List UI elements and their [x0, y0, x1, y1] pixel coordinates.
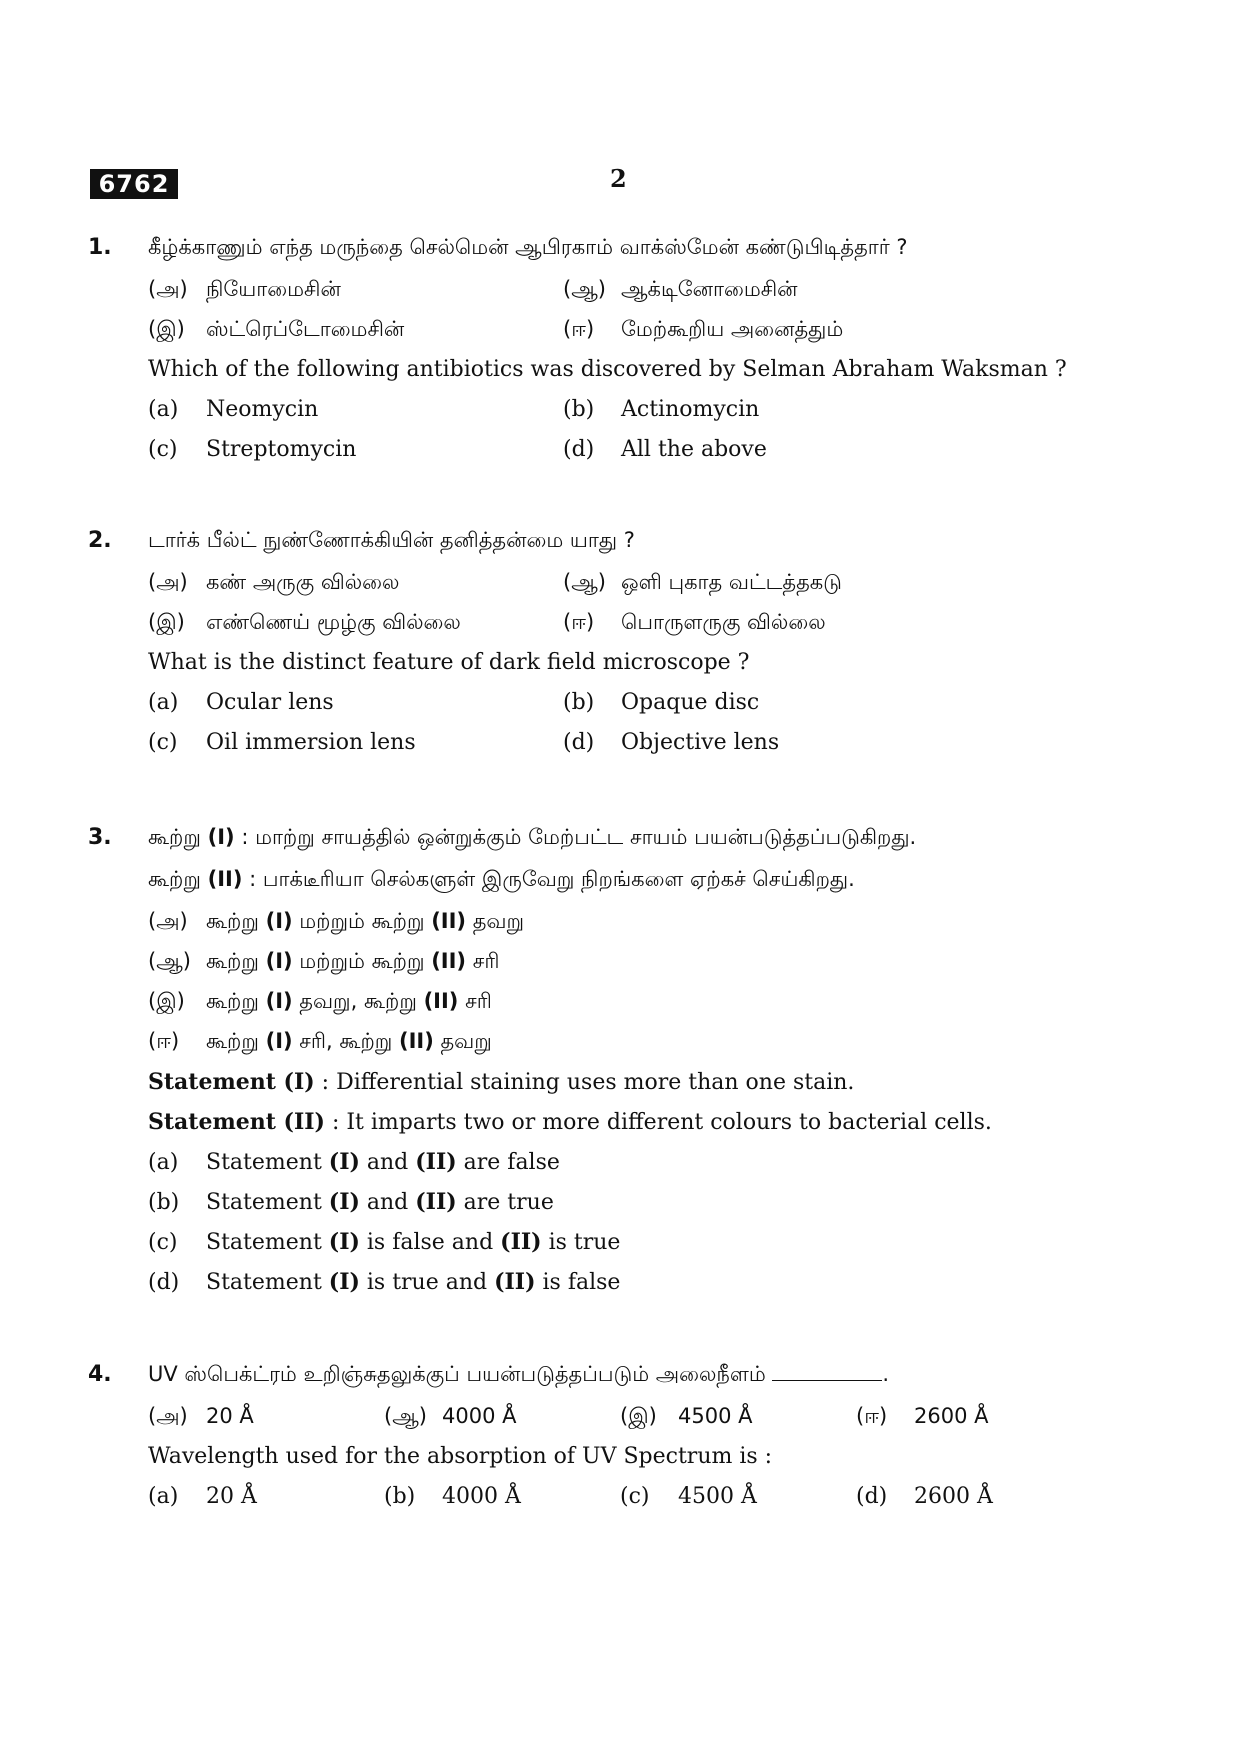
question-number: 4. [88, 1362, 112, 1387]
english-option: (c) Streptomycin [148, 437, 357, 462]
tamil-option: (இ) கூற்று (I) தவறு, கூற்று (II) சரி [148, 989, 492, 1013]
english-option: (c) Oil immersion lens [148, 730, 416, 755]
tamil-option: (ஆ) ஆக்டினோமைசின் [563, 277, 798, 301]
english-option: (b) Statement (I) and (II) are true [148, 1189, 554, 1215]
english-option: (d) Statement (I) is true and (II) is false [148, 1269, 621, 1295]
question-number: 3. [88, 825, 112, 850]
tamil-option: (ஆ) ஒளி புகாத வட்டத்தகடு [563, 570, 842, 594]
english-option: (b) Opaque disc [563, 690, 760, 715]
english-option: (d) 2600 Å [856, 1484, 993, 1509]
tamil-question: டார்க் பீல்ட் நுண்ணோக்கியின் தனித்தன்மை யாது ? [148, 528, 635, 552]
tamil-statement-2: கூற்று (II) : பாக்டீரியா செல்களுள் இருவேறு நிறங்களை ஏற்கச் செய்கிறது. [148, 867, 855, 891]
question-number: 2. [88, 528, 112, 553]
tamil-option: (அ) நியோமைசின் [148, 277, 341, 301]
tamil-option: (ஈ) கூற்று (I) சரி, கூற்று (II) தவறு [148, 1029, 492, 1053]
tamil-option: (அ) கூற்று (I) மற்றும் கூற்று (II) தவறு [148, 909, 525, 933]
english-option: (a) Ocular lens [148, 690, 334, 715]
tamil-statement-1: கூற்று (I) : மாற்று சாயத்தில் ஒன்றுக்கும் மேற்பட்ட சாயம் பயன்படுத்தப்படுகிறது. [148, 825, 917, 849]
english-question: What is the distinct feature of dark field microscope ? [148, 650, 750, 675]
tamil-option: (அ) கண் அருகு வில்லை [148, 570, 400, 594]
english-option: (a) Neomycin [148, 397, 319, 422]
tamil-option: (ஈ) பொருளருகு வில்லை [563, 610, 826, 634]
tamil-option: (இ) 4500 Å [620, 1404, 753, 1428]
english-option: (b) Actinomycin [563, 397, 760, 422]
english-question: Which of the following antibiotics was discovered by Selman Abraham Waksman ? [148, 357, 1067, 382]
tamil-option: (இ) எண்ணெய் மூழ்கு வில்லை [148, 610, 461, 634]
english-option: (d) Objective lens [563, 730, 780, 755]
question-number: 1. [88, 235, 112, 260]
english-option: (a) Statement (I) and (II) are false [148, 1149, 560, 1175]
tamil-option: (ஆ) 4000 Å [384, 1404, 517, 1428]
english-statement-2: Statement (II) : It imparts two or more different colours to bacterial cells. [148, 1109, 992, 1135]
english-question: Wavelength used for the absorption of UV Spectrum is : [148, 1444, 773, 1469]
english-option: (d) All the above [563, 437, 767, 462]
tamil-option: (இ) ஸ்ட்ரெப்டோமைசின் [148, 317, 405, 341]
tamil-question: கீழ்க்காணும் எந்த மருந்தை செல்மென் ஆபிரகாம் வாக்ஸ்மேன் கண்டுபிடித்தார் ? [148, 235, 908, 259]
tamil-option: (ஈ) மேற்கூறிய அனைத்தும் [563, 317, 844, 341]
english-option: (b) 4000 Å [384, 1484, 521, 1509]
paper-code: 6762 [90, 169, 178, 199]
tamil-option: (ஈ) 2600 Å [856, 1404, 989, 1428]
tamil-option: (ஆ) கூற்று (I) மற்றும் கூற்று (II) சரி [148, 949, 500, 973]
english-option: (a) 20 Å [148, 1484, 257, 1509]
page-number: 2 [610, 164, 627, 193]
answer-blank [772, 1362, 882, 1381]
english-statement-1: Statement (I) : Differential staining uses more than one stain. [148, 1069, 855, 1095]
english-option: (c) Statement (I) is false and (II) is true [148, 1229, 621, 1255]
tamil-question: UV ஸ்பெக்ட்ரம் உறிஞ்சுதலுக்குப் பயன்படுத்தப்படும் அலைநீளம் . [148, 1362, 890, 1386]
english-option: (c) 4500 Å [620, 1484, 757, 1509]
tamil-option: (அ) 20 Å [148, 1404, 254, 1428]
